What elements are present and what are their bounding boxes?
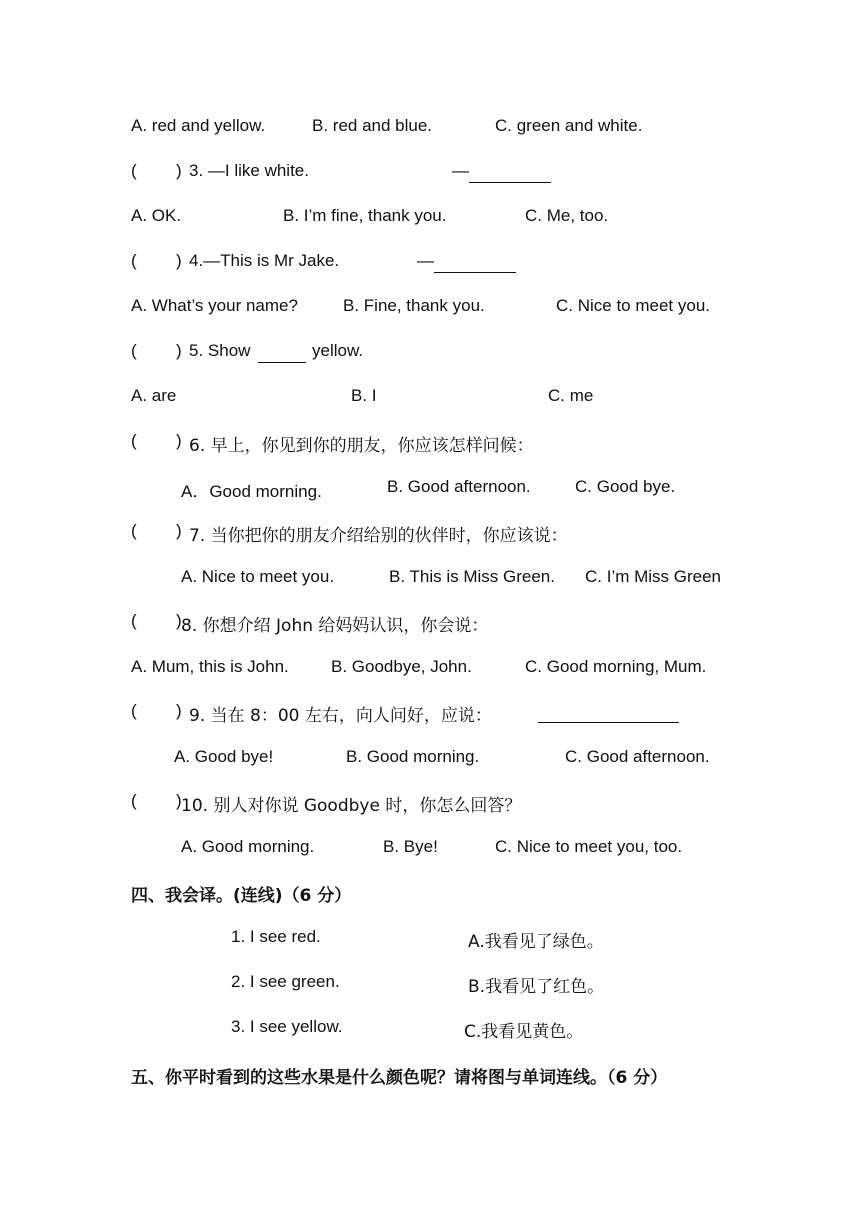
q6-close-paren: ) xyxy=(176,431,182,450)
q10-close-paren: ) xyxy=(176,791,182,810)
q10-question: 10. 别人对你说 Goodbye 时，你怎么回答？ xyxy=(181,796,522,816)
q2-option-c: C. green and white. xyxy=(495,116,643,135)
q4-question: 4.—This is Mr Jake. xyxy=(189,251,340,270)
section-4-title: 四、我会译。(连线)（6 分） xyxy=(131,886,352,906)
q5-open-paren: ( xyxy=(131,341,137,360)
q5-close-paren: ) xyxy=(176,341,182,360)
q9-question: 9. 当在 8：00 左右，向人问好，应说： xyxy=(189,706,492,726)
section-5-title: 五、你平时看到的这些水果是什么颜色呢？请将图与单词连线。（6 分） xyxy=(131,1068,668,1088)
q3-dash: — xyxy=(452,161,469,180)
q4-option-c: C. Nice to meet you. xyxy=(556,296,711,315)
q8-option-c: C. Good morning, Mum. xyxy=(525,657,707,676)
q6-open-paren: ( xyxy=(131,431,137,450)
q5-question-end: yellow. xyxy=(312,341,364,360)
q8-question: 8. 你想介绍 John 给妈妈认识，你会说： xyxy=(181,616,489,636)
section-4-item-2: 2. I see green. xyxy=(231,972,340,991)
q7-option-c: C. I’m Miss Green xyxy=(585,567,722,586)
q3-answer-blank xyxy=(469,166,551,183)
q4-close-paren: ) xyxy=(176,251,182,270)
q4-dash: — xyxy=(417,251,434,270)
q10-option-c: C. Nice to meet you, too. xyxy=(495,837,683,856)
q2-option-a: A. red and yellow. xyxy=(131,116,266,135)
q7-option-b: B. This is Miss Green. xyxy=(389,567,555,586)
q4-option-a: A. What’s your name? xyxy=(131,296,298,315)
q8-option-b: B. Goodbye, John. xyxy=(331,657,472,676)
q5-option-b: B. I xyxy=(351,386,377,405)
q10-open-paren: ( xyxy=(131,791,137,810)
q5-option-a: A. are xyxy=(131,386,177,405)
q6-option-a: A．Good morning. xyxy=(181,482,322,501)
q6-option-c: C. Good bye. xyxy=(575,477,676,496)
q7-option-a: A. Nice to meet you. xyxy=(181,567,335,586)
q7-close-paren: ) xyxy=(176,521,182,540)
q4-answer-blank xyxy=(434,256,516,273)
q9-option-c: C. Good afternoon. xyxy=(565,747,710,766)
q9-close-paren: ) xyxy=(176,701,182,720)
q9-answer-blank xyxy=(538,706,679,723)
section-4-match-a: A.我看见了绿色。 xyxy=(468,932,604,952)
q3-option-b: B. I’m fine, thank you. xyxy=(283,206,447,225)
q6-option-b: B. Good afternoon. xyxy=(387,477,531,496)
section-4-item-1: 1. I see red. xyxy=(231,927,321,946)
q3-option-c: C. Me, too. xyxy=(525,206,609,225)
q3-question: 3. —I like white. xyxy=(189,161,309,180)
q5-question-start: 5. Show xyxy=(189,341,251,360)
section-4-match-c: C.我看见黄色。 xyxy=(464,1022,584,1042)
q8-close-paren: ) xyxy=(176,611,182,630)
q3-close-paren: ) xyxy=(176,161,182,180)
q5-answer-blank xyxy=(258,346,306,363)
q4-open-paren: ( xyxy=(131,251,137,270)
q7-question: 7. 当你把你的朋友介绍给别的伙伴时，你应该说： xyxy=(189,526,568,546)
q10-option-a: A. Good morning. xyxy=(181,837,315,856)
q8-option-a: A. Mum, this is John. xyxy=(131,657,289,676)
q9-open-paren: ( xyxy=(131,701,137,720)
section-4-item-3: 3. I see yellow. xyxy=(231,1017,343,1036)
q7-open-paren: ( xyxy=(131,521,137,540)
q2-option-b: B. red and blue. xyxy=(312,116,433,135)
section-4-match-b: B.我看见了红色。 xyxy=(468,977,605,997)
q3-option-a: A. OK. xyxy=(131,206,182,225)
q8-open-paren: ( xyxy=(131,611,137,630)
q9-option-b: B. Good morning. xyxy=(346,747,480,766)
q3-open-paren: ( xyxy=(131,161,137,180)
q10-option-b: B. Bye! xyxy=(383,837,438,856)
q5-option-c: C. me xyxy=(548,386,594,405)
q6-question: 6. 早上，你见到你的朋友，你应该怎样问候： xyxy=(189,436,534,456)
q4-option-b: B. Fine, thank you. xyxy=(343,296,485,315)
q9-option-a: A. Good bye! xyxy=(174,747,274,766)
